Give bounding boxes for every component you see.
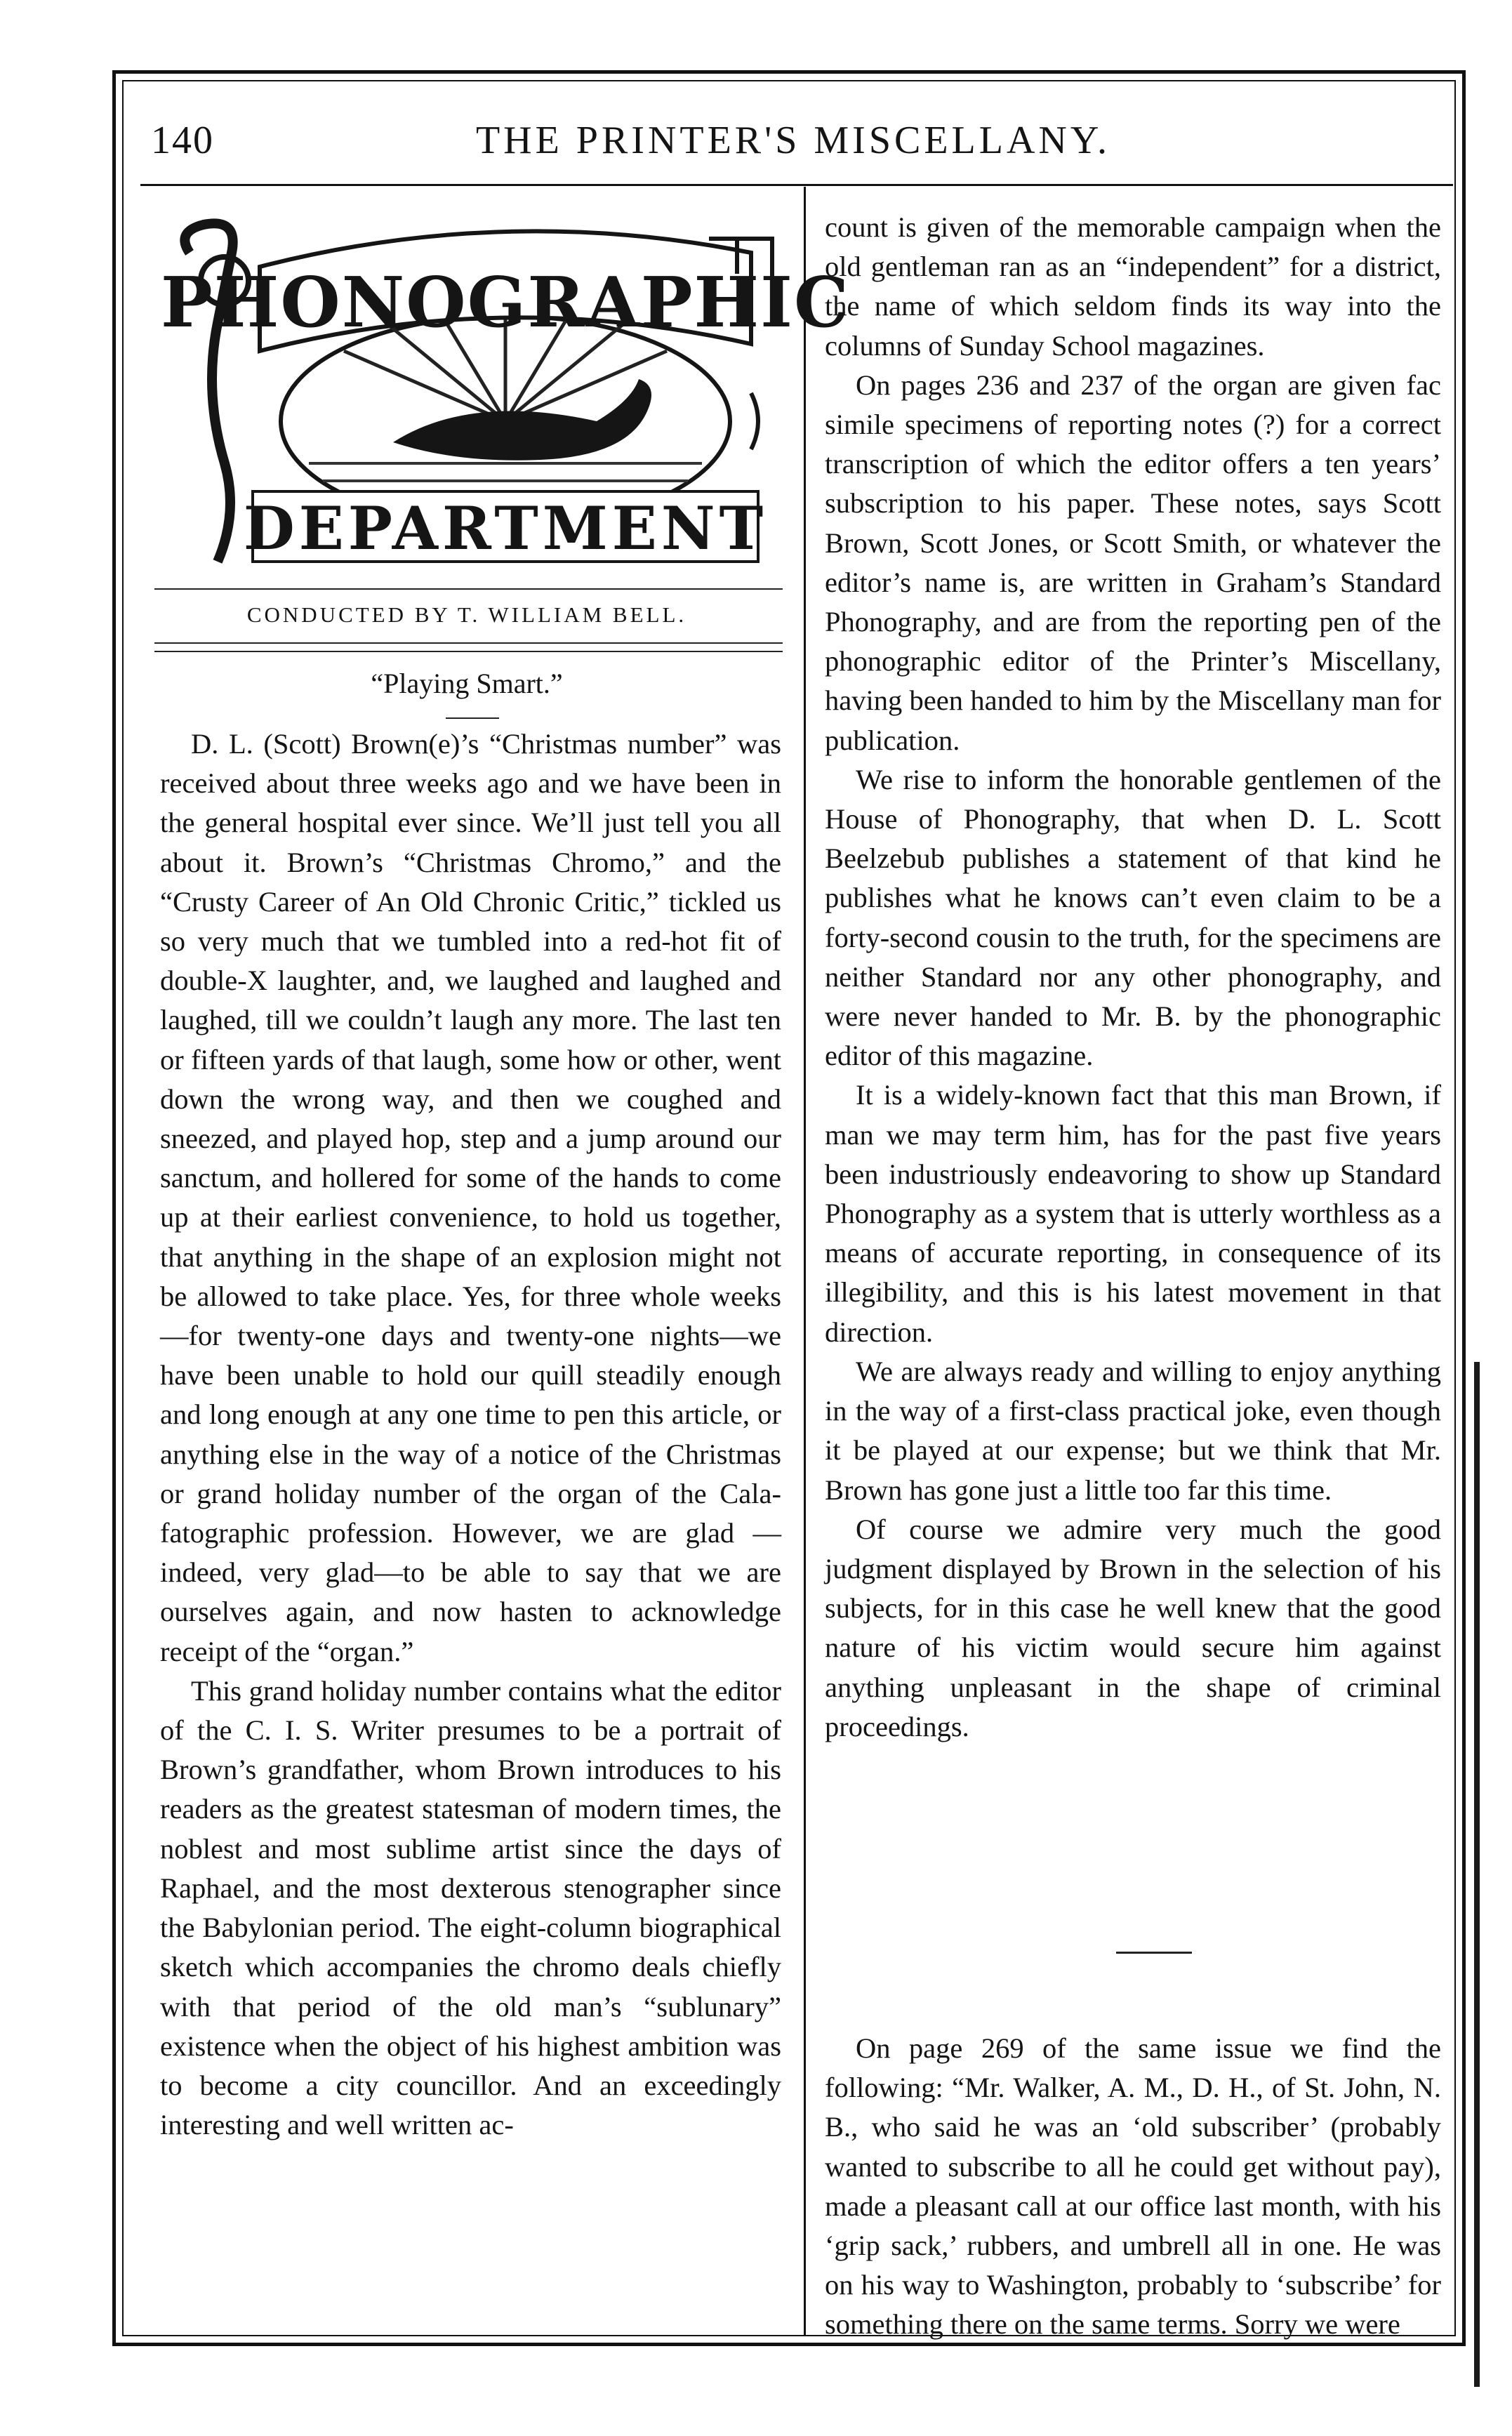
page-edge-mark <box>1474 1362 1480 2387</box>
masthead-illustration <box>161 211 850 576</box>
right-lower-paragraph-1: On page 269 of the same issue we find the following: “Mr. Walker, A. M., D. H., of St. John, N. B., who said he was an ‘old subscriber’ (probably wanted to subscribe to all he could get without pay), made a pleasant call at our office last month, with his ‘grip sack,’ rubbers, and umbrell all in one. He was on his way to Washington, probably to ‘subscribe’ for something there on the same terms. Sorry we were <box>825 2032 1441 2341</box>
section-separator-rule <box>1116 1952 1192 1954</box>
byline: CONDUCTED BY T. WILLIAM BELL. <box>246 602 687 627</box>
column-divider <box>804 187 806 2335</box>
masthead-word-bottom: DEPARTMENT <box>243 494 768 563</box>
byline-rule-top <box>154 588 783 590</box>
right-paragraph-3: We rise to inform the honorable gentlemen of the House of Phonography, that when D. L. Scott Beelzebub publishes a statement of that kind he publishes what he knows can’t even claim to be a forty-second cousin to the truth, for the specimens are neither Standard nor any other phonography, and were never handed to Mr. B. by the phonographic editor of this magazine. <box>825 763 1441 1072</box>
right-paragraph-5: We are always ready and willing to enjoy anything in the way of a first-class practical joke, even though it be played at our expense; but we think that Mr. Brown has gone just a little too far this time. <box>825 1355 1441 1506</box>
left-paragraph-1: D. L. (Scott) Brown(e)’s “Christmas number” was received about three weeks ago and we have been in the general hospital ever since. We’ll just tell you all about it. Brown’s “Christmas Chromo,” and the “Crusty Career of An Old Chronic Critic,” tickled us so very much that we tumbled into a red-hot fit of double-X laughter, and, we laughed and laughed and laughed, till we couldn’t laugh any more. The last ten or fifteen yards of that laugh, some how or other, went down the wrong way, and then we coughed and sneezed, and played hop, step and a jump around our sanctum, and hollered for some of the hands to come up at their earliest convenience, to hold us together, that anything in the shape of an explosion might not be allowed to take place. Yes, for three whole weeks—for twenty-one days and twenty-one nights—we have been unable to hold our quill steadily enough and long enough at any one time to pen this article, or anything else in the way of a notice of the Christmas or grand holiday number of the organ of the Calafatographic profession. However, we are glad —indeed, very glad—to be able to say that we are ourselves again, and now hasten to acknowledge receipt of the “organ.” <box>160 728 781 1667</box>
journal-title: THE PRINTER'S MISCELLANY. <box>475 119 1111 162</box>
right-paragraph-2: On pages 236 and 237 of the organ are given fac simile specimens of reporting notes (?) for a correct transcription of which the editor offers a ten years’ subscription to his paper. These notes, says Scott Brown, Scott Jones, or Scott Smith, or whatever the editor’s name is, are written in Graham’s Standard Phonography, and are from the reporting pen of the phonographic editor of the Printer’s Miscellany, having been handed to him by the Miscellany man for publication. <box>825 369 1441 756</box>
right-column-lower <box>825 2029 1441 2345</box>
right-column <box>825 208 1441 1747</box>
title-rule <box>446 717 499 719</box>
phonographic-department-masthead <box>161 211 850 576</box>
byline-rule-double-1 <box>154 642 783 644</box>
right-paragraph-6: Of course we admire very much the good judgment displayed by Brown in the selection of his subjects, for in this case he well knew that the good nature of his victim would secure him against anything unpleasant in the shape of criminal proceedings. <box>825 1513 1441 1742</box>
right-paragraph-1: count is given of the memorable campaign when the old gentleman ran as an “independent” for a district, the name of which seldom finds its way into the columns of Sunday School magazines. <box>825 211 1441 362</box>
running-head <box>151 112 1435 168</box>
masthead-word-top: PHONOGRAPHIC <box>161 263 850 343</box>
byline-rule-double-2 <box>154 651 783 652</box>
left-paragraph-2: This grand holiday number contains what the editor of the C. I. S. Writer presumes to be a portrait of Brown’s grandfather, whom Brown introduces to his readers as the greatest statesman of modern times, the noblest and most sublime artist since the days of Raphael, and the most dexterous stenographer since the Babylonian period. The eight-column biographical sketch which accompanies the chromo deals chiefly with that period of the old man’s “sublunary” existence when the object of his highest ambition was to become a city councillor. And an exceedingly interesting and well written ac- <box>160 1674 781 2141</box>
article-title: “Playing Smart.” <box>371 668 563 699</box>
page-number: 140 <box>151 119 214 162</box>
side-ornament <box>751 393 758 449</box>
left-column <box>160 724 781 2145</box>
header-rule <box>140 184 1453 186</box>
right-paragraph-4: It is a widely-known fact that this man Brown, if man we may term him, has for the past five years been industriously endeavoring to show up Standard Phonography as a system that is utterly worthless as a means of accurate reporting, in consequence of its illegibility, and this is his latest movement in that direction. <box>825 1079 1441 1348</box>
